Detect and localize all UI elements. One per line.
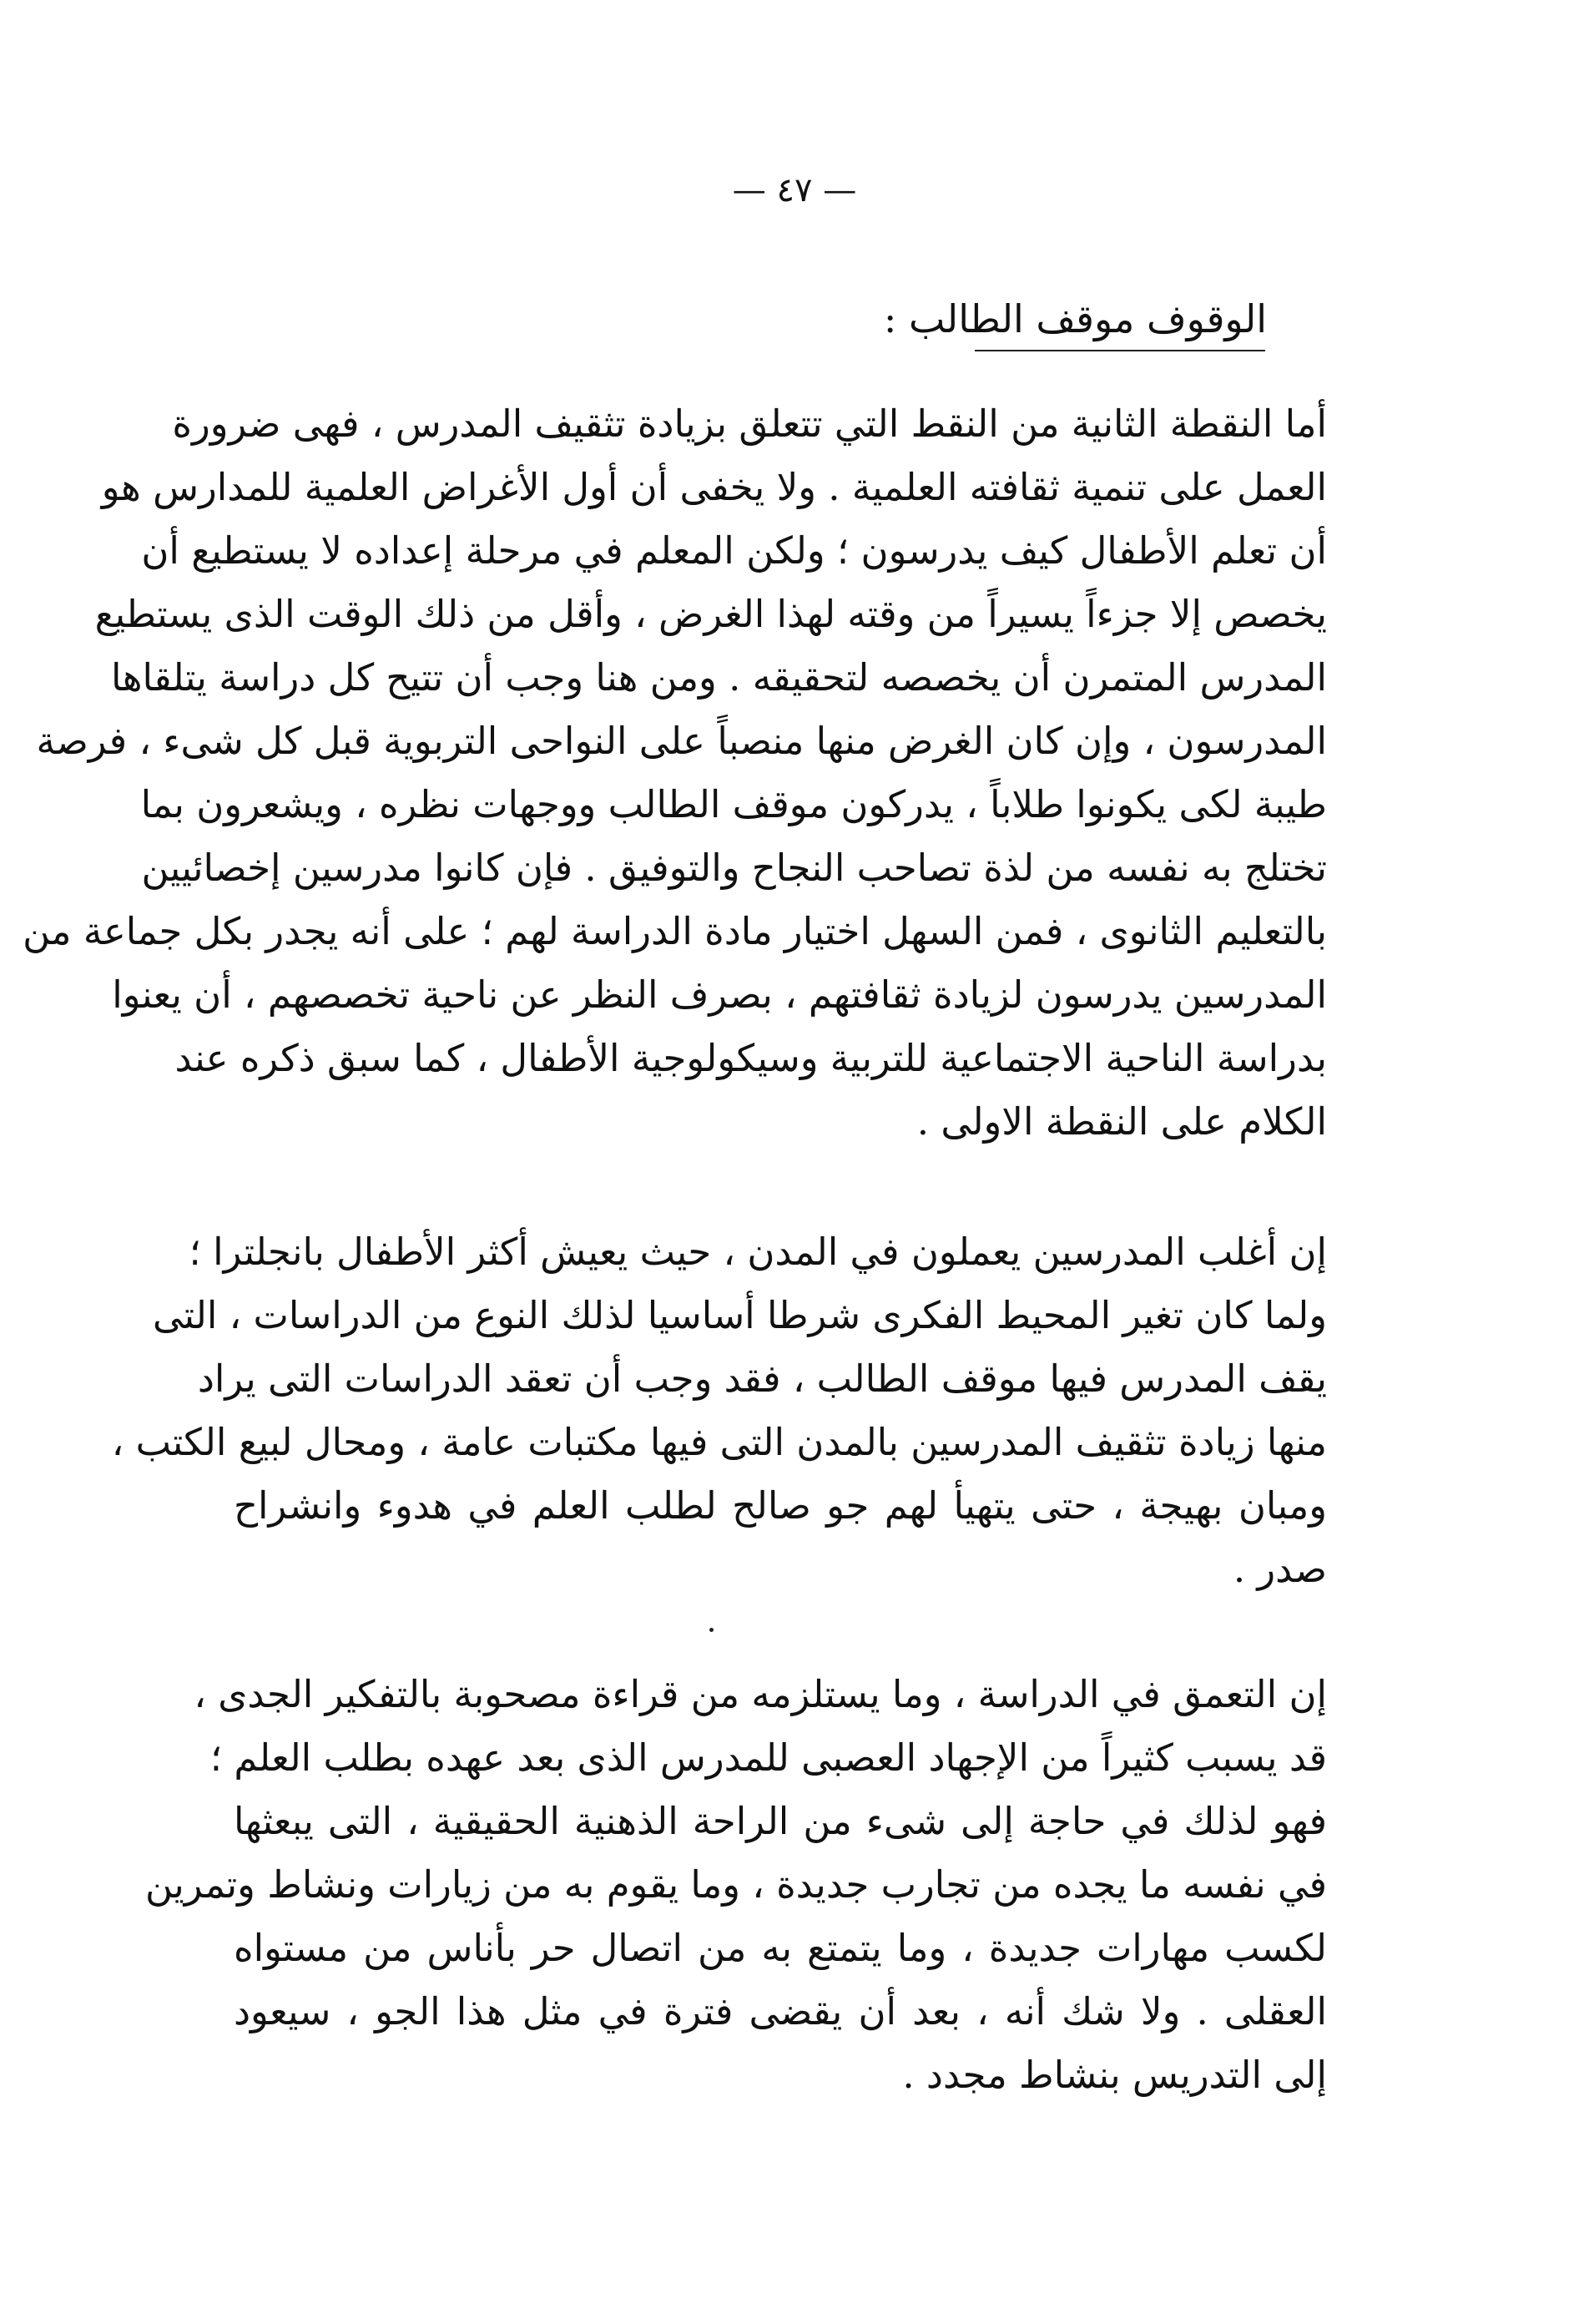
text-line: لكسب مهارات جديدة ، وما يتمتع به من اتصال حر بأناس من مستواه	[234, 1926, 1327, 1970]
text-line: إلى التدريس بنشاط مجدد .	[902, 2053, 1327, 2097]
paragraph-1	[23, 392, 1327, 1154]
text-line: قد يسبب كثيراً من الإجهاد العصبى للمدرس الذى بعد عهده بطلب العلم ؛	[209, 1735, 1327, 1780]
text-line: صدر .	[1233, 1547, 1327, 1591]
heading-underline	[975, 350, 1265, 351]
text-line: الكلام على النقطة الاولى .	[916, 1099, 1327, 1144]
text-line: العقلى . ولا شك أنه ، بعد أن يقضى فترة في مثل هذا الجو ، سيعود	[234, 1989, 1327, 2034]
text-line: المدرسون ، وإن كان الغرض منها منصباً على النواحى التربوية قبل كل شىء ، فرصة	[36, 719, 1327, 763]
paragraph-2	[111, 1220, 1327, 1601]
text-line: أن تعلم الأطفال كيف يدرسون ؛ ولكن المعلم في مرحلة إعداده لا يستطيع أن	[141, 528, 1327, 573]
ink-dot	[709, 1628, 714, 1632]
text-line: يخصص إلا جزءاً يسيراً من وقته لهذا الغرض ، وأقل من ذلك الوقت الذى يستطيع	[94, 592, 1327, 636]
text-line: بالتعليم الثانوى ، فمن السهل اختيار مادة الدراسة لهم ؛ على أنه يجدر بكل جماعة من	[23, 909, 1327, 953]
text-line: إن أغلب المدرسين يعملون في المدن ، حيث يعيش أكثر الأطفال بانجلترا ؛	[189, 1230, 1327, 1274]
text-line: أما النقطة الثانية من النقط التي تتعلق بزيادة تثقيف المدرس ، فهى ضرورة	[172, 402, 1327, 446]
page-number: — ٤٧ —	[732, 171, 857, 210]
text-line: ومبان بهيجة ، حتى يتهيأ لهم جو صالح لطلب العلم في هدوء وانشراح	[234, 1483, 1327, 1528]
paragraph-3	[145, 1663, 1327, 2107]
text-line: العمل على تنمية ثقافته العلمية . ولا يخفى أن أول الأغراض العلمية للمدارس هو	[101, 465, 1327, 509]
text-line: منها زيادة تثقيف المدرسين بالمدن التى فيها مكتبات عامة ، ومحال لبيع الكتب ،	[111, 1420, 1327, 1464]
text-line: تختلج به نفسه من لذة تصاحب النجاح والتوفيق . فإن كانوا مدرسين إخصائيين	[141, 846, 1327, 890]
text-line: في نفسه ما يجده من تجارب جديدة ، وما يقوم به من زيارات ونشاط وتمرين	[145, 1862, 1327, 1907]
text-line: بدراسة الناحية الاجتماعية للتربية وسيكولوجية الأطفال ، كما سبق ذكره عند	[174, 1036, 1327, 1080]
section-heading: الوقوف موقف الطالب :	[883, 296, 1267, 341]
text-line: المدرسين يدرسون لزيادة ثقافتهم ، بصرف النظر عن ناحية تخصصهم ، أن يعنوا	[112, 973, 1327, 1017]
text-line: طيبة لكى يكونوا طلاباً ، يدركون موقف الطالب ووجهات نظره ، ويشعرون بما	[140, 782, 1327, 826]
text-line: فهو لذلك في حاجة إلى شىء من الراحة الذهنية الحقيقية ، التى يبعثها	[234, 1799, 1327, 1843]
text-line: المدرس المتمرن أن يخصصه لتحقيقه . ومن هنا وجب أن تتيح كل دراسة يتلقاها	[111, 655, 1327, 700]
text-line: يقف المدرس فيها موقف الطالب ، فقد وجب أن تعقد الدراسات التى يراد	[197, 1357, 1327, 1401]
text-line: إن التعمق في الدراسة ، وما يستلزمه من قراءة مصحوبة بالتفكير الجدى ،	[194, 1672, 1327, 1716]
text-line: ولما كان تغير المحيط الفكرى شرطا أساسيا لذلك النوع من الدراسات ، التى	[153, 1293, 1327, 1337]
